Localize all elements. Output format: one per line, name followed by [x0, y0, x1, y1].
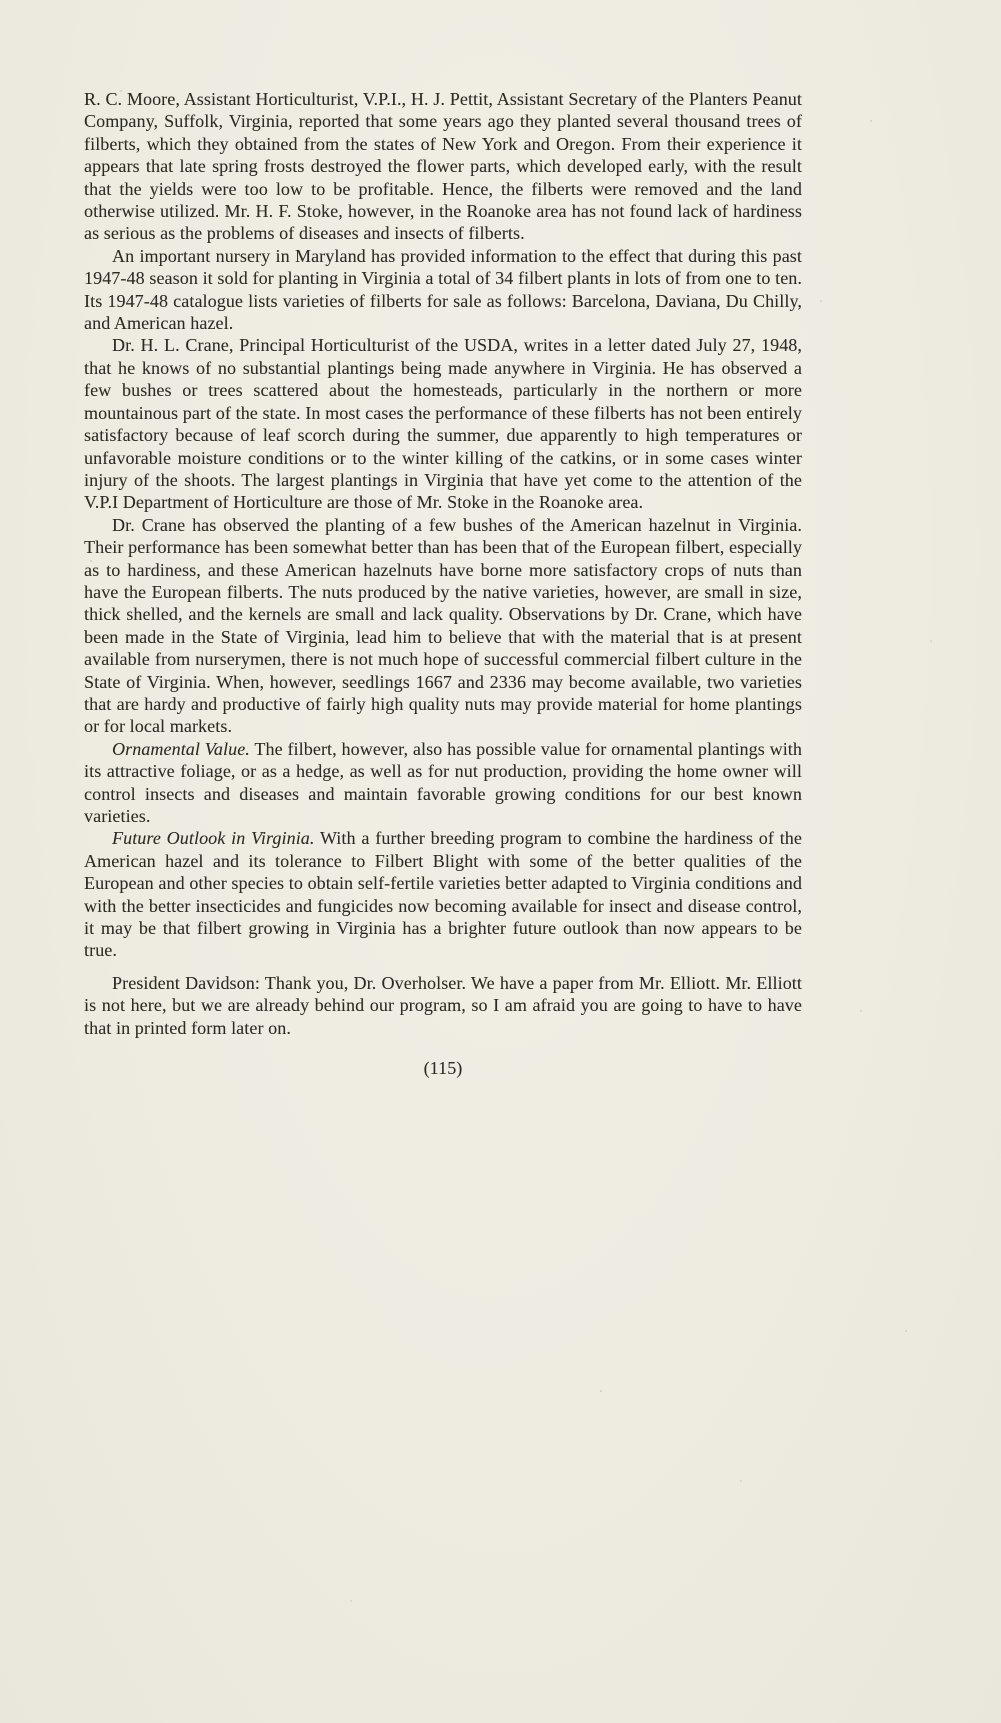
paragraph-0 — [84, 88, 802, 245]
paragraph-4-lead: Ornamental Value. — [112, 738, 250, 759]
paragraph-6 — [84, 972, 802, 1039]
paragraph-2-text: Dr. H. L. Crane, Principal Horticulturist of the USDA, writes in a letter dated July 27, 1948, that he knows of no substantial plantings being made anywhere in Virginia. He has observed a few bushes or trees scattered about the homesteads, particularly in the northern or more mountainous part of the state. In most cases the performance of these filberts has not been entirely satisfactory because of leaf scorch during the summer, due apparently to high temperatures or unfavorable moisture conditions or to the winter killing of the catkins, or in some cases winter injury of the shoots. The largest plantings in Virginia that have yet come to the attention of the V.P.I Department of Horticulture are those of Mr. Stoke in the Roanoke area. — [84, 335, 802, 513]
paragraph-5-text: With a further breeding program to combine the hardiness of the American hazel and its tolerance to Filbert Blight with some of the better qualities of the European and other species to obtain self-fertile varieties better adapted to Virginia conditions and with the better insecticides and fungicides now becoming available for insect and disease control, it may be that filbert growing in Virginia has a brighter future outlook than now appears to be true. — [84, 828, 802, 961]
paragraph-5-lead: Future Outlook in Virginia. — [112, 828, 315, 849]
paragraph-5 — [84, 827, 802, 961]
paragraph-0-text: R. C. Moore, Assistant Horticulturist, V.P.I., H. J. Pettit, Assistant Secretary of the Planters Peanut Company, Suffolk, Virginia, reported that some years ago they planted several thousand trees of filberts, which they obtained from the states of New York and Oregon. From their experience it appears that late spring frosts destroyed the flower parts, which developed early, with the result that the yields were too low to be profitable. Hence, the filberts were removed and the land otherwise utilized. Mr. H. F. Stoke, however, in the Roanoke area has not found lack of hardiness as serious as the problems of diseases and insects of filberts. — [84, 89, 802, 244]
scan-noise — [0, 0, 2, 2]
paragraph-2 — [84, 334, 802, 513]
document-body — [84, 88, 802, 1079]
paragraph-3-text: Dr. Crane has observed the planting of a few bushes of the American hazelnut in Virginia. Their performance has been somewhat better than has been that of the European filbert, especially as to hardiness, and these American hazelnuts have borne more satisfactory crops of nuts than have the European filberts. The nuts produced by the native varieties, however, are small in size, thick shelled, and the kernels are small and lack quality. Observations by Dr. Crane, which have been made in the State of Virginia, lead him to believe that with the material that is at present available from nurserymen, there is not much hope of successful commercial filbert culture in the State of Virginia. When, however, seedlings 1667 and 2336 may become available, two varieties that are hardy and productive of fairly high quality nuts may provide material for home plantings or for local markets. — [84, 514, 802, 737]
paragraph-4-text: The filbert, however, also has possible value for ornamental plantings with its attractive foliage, or as a hedge, as well as for nut production, providing the home owner will control insects and diseases and maintain favorable growing conditions for our best known varieties. — [84, 738, 803, 826]
paragraph-1-text: An important nursery in Maryland has provided information to the effect that during this past 1947-48 season it sold for planting in Virginia a total of 34 filbert plants in lots of from one to ten. Its 1947-48 catalogue lists varieties of filberts for sale as follows: Barcelona, Daviana, Du Chilly, and American hazel. — [84, 245, 802, 334]
paragraph-4 — [84, 738, 802, 828]
paragraph-3 — [84, 514, 802, 738]
paragraph-1 — [84, 245, 802, 335]
paragraph-6-text: President Davidson: Thank you, Dr. Overholser. We have a paper from Mr. Elliott. Mr. Elliott is not here, but we are already behind our program, so I am afraid you are going to have to have that in printed form later on. — [84, 972, 802, 1038]
page-number: (115) — [423, 1058, 463, 1079]
